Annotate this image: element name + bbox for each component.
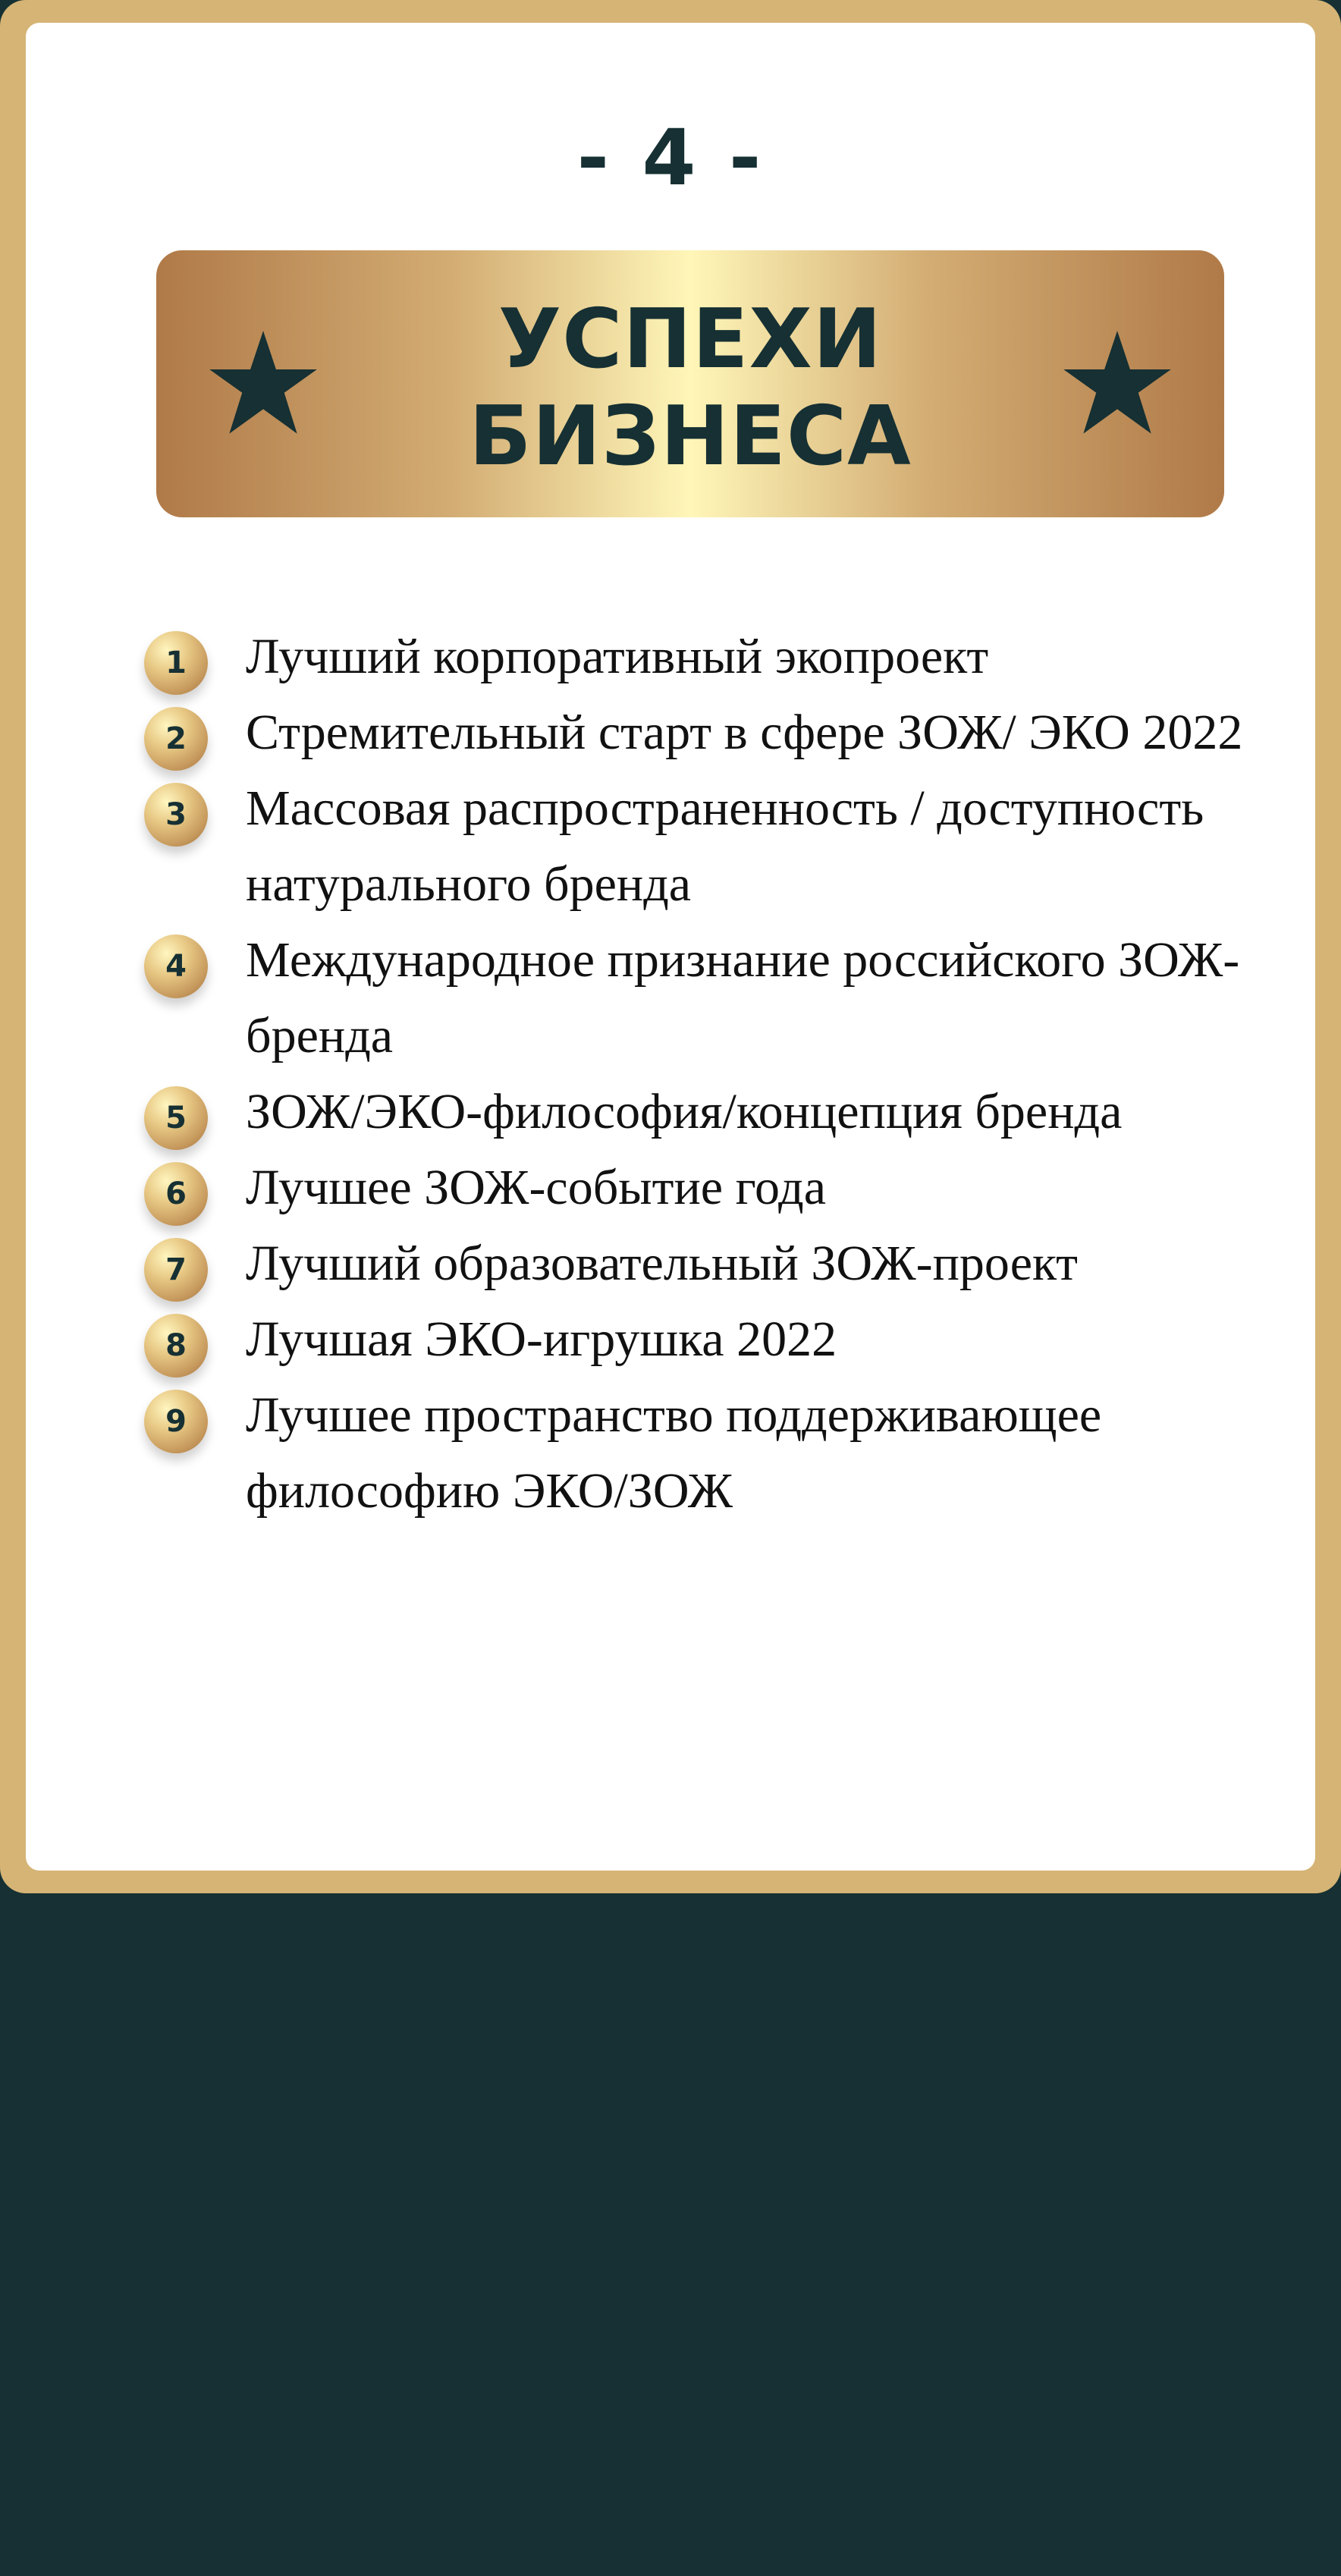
list-item <box>144 695 1244 771</box>
number-badge: 1 <box>144 631 208 695</box>
content-card <box>26 23 1315 1871</box>
number-badge: 8 <box>144 1314 208 1378</box>
banner-title-line-2: БИЗНЕСА <box>469 389 912 484</box>
number-badge: 6 <box>144 1162 208 1226</box>
number-badge: 7 <box>144 1238 208 1302</box>
item-text: ЗОЖ/ЭКО-философия/концепция бренда <box>246 1084 1123 1139</box>
list-item <box>144 771 1244 922</box>
achievement-list <box>144 619 1244 1529</box>
item-text: Лучшее ЗОЖ-событие года <box>246 1160 826 1215</box>
star-icon <box>1059 326 1176 443</box>
list-item <box>144 1378 1244 1529</box>
list-item <box>144 1074 1244 1150</box>
section-banner <box>156 250 1224 517</box>
number-badge: 9 <box>144 1390 208 1453</box>
number-badge: 4 <box>144 935 208 998</box>
number-badge: 3 <box>144 783 208 847</box>
number-badge: 5 <box>144 1086 208 1150</box>
item-text: Лучшее пространство поддерживающее философию ЭКО/ЗОЖ <box>246 1387 1102 1519</box>
page-number: - 4 - <box>576 113 765 203</box>
list-item <box>144 619 1244 695</box>
list-item <box>144 1226 1244 1302</box>
item-text: Лучший образовательный ЗОЖ-проект <box>246 1236 1079 1291</box>
item-text: Международное признание российского ЗОЖ-бренда <box>246 932 1240 1063</box>
list-item <box>144 922 1244 1074</box>
item-text: Лучший корпоративный экопроект <box>246 629 989 684</box>
item-text: Лучшая ЭКО-игрушка 2022 <box>246 1312 837 1367</box>
list-item <box>144 1302 1244 1378</box>
item-text: Стремительный старт в сфере ЗОЖ/ ЭКО 2022 <box>246 705 1243 760</box>
number-badge: 2 <box>144 707 208 771</box>
banner-title-line-1: УСПЕХИ <box>498 292 883 387</box>
item-text: Массовая распространенность / доступность натурального бренда <box>246 781 1204 912</box>
list-item <box>144 1150 1244 1226</box>
